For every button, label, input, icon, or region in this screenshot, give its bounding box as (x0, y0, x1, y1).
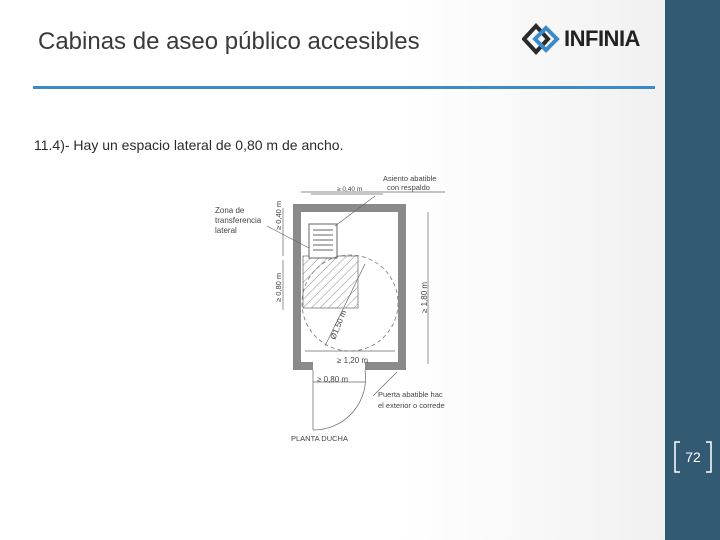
dim-left-mid: ≥ 0,80 m (274, 272, 283, 302)
shower-floor-plan (205, 168, 470, 450)
slide-title: Cabinas de aseo público accesibles (38, 28, 420, 55)
logo-mark-icon (522, 22, 562, 56)
door-label-line1: Puerta abatible hac (378, 390, 443, 399)
transfer-zone (303, 256, 358, 308)
dim-door: ≥ 0,80 m (317, 375, 349, 384)
zone-label-line1: Zona de (215, 206, 245, 215)
page-number: 72 (685, 449, 701, 465)
company-logo (522, 22, 640, 56)
zone-label-line3: lateral (215, 226, 237, 235)
seat-label-line1: Asiento abatible (383, 174, 437, 183)
page-number-badge (672, 440, 714, 474)
zone-label-line2: transferencia (215, 216, 262, 225)
dim-top: ≥ 0,40 m (337, 186, 363, 193)
door-label-line2: el exterior o correde (378, 401, 445, 410)
title-divider (33, 86, 655, 89)
plan-caption: PLANTA DUCHA (291, 434, 348, 443)
dim-circle: Ø1,50 m (328, 308, 349, 341)
dim-left-top: ≥ 0,40 m (274, 200, 283, 230)
folding-seat (309, 224, 337, 258)
dim-width: ≥ 1,20 m (337, 356, 369, 365)
body-text: 11.4)- Hay un espacio lateral de 0,80 m de ancho. (34, 137, 344, 153)
dim-right: ≥ 1,80 m (420, 281, 429, 313)
seat-label-line2: con respaldo (387, 183, 430, 192)
logo-text: INFINIA (564, 26, 640, 51)
